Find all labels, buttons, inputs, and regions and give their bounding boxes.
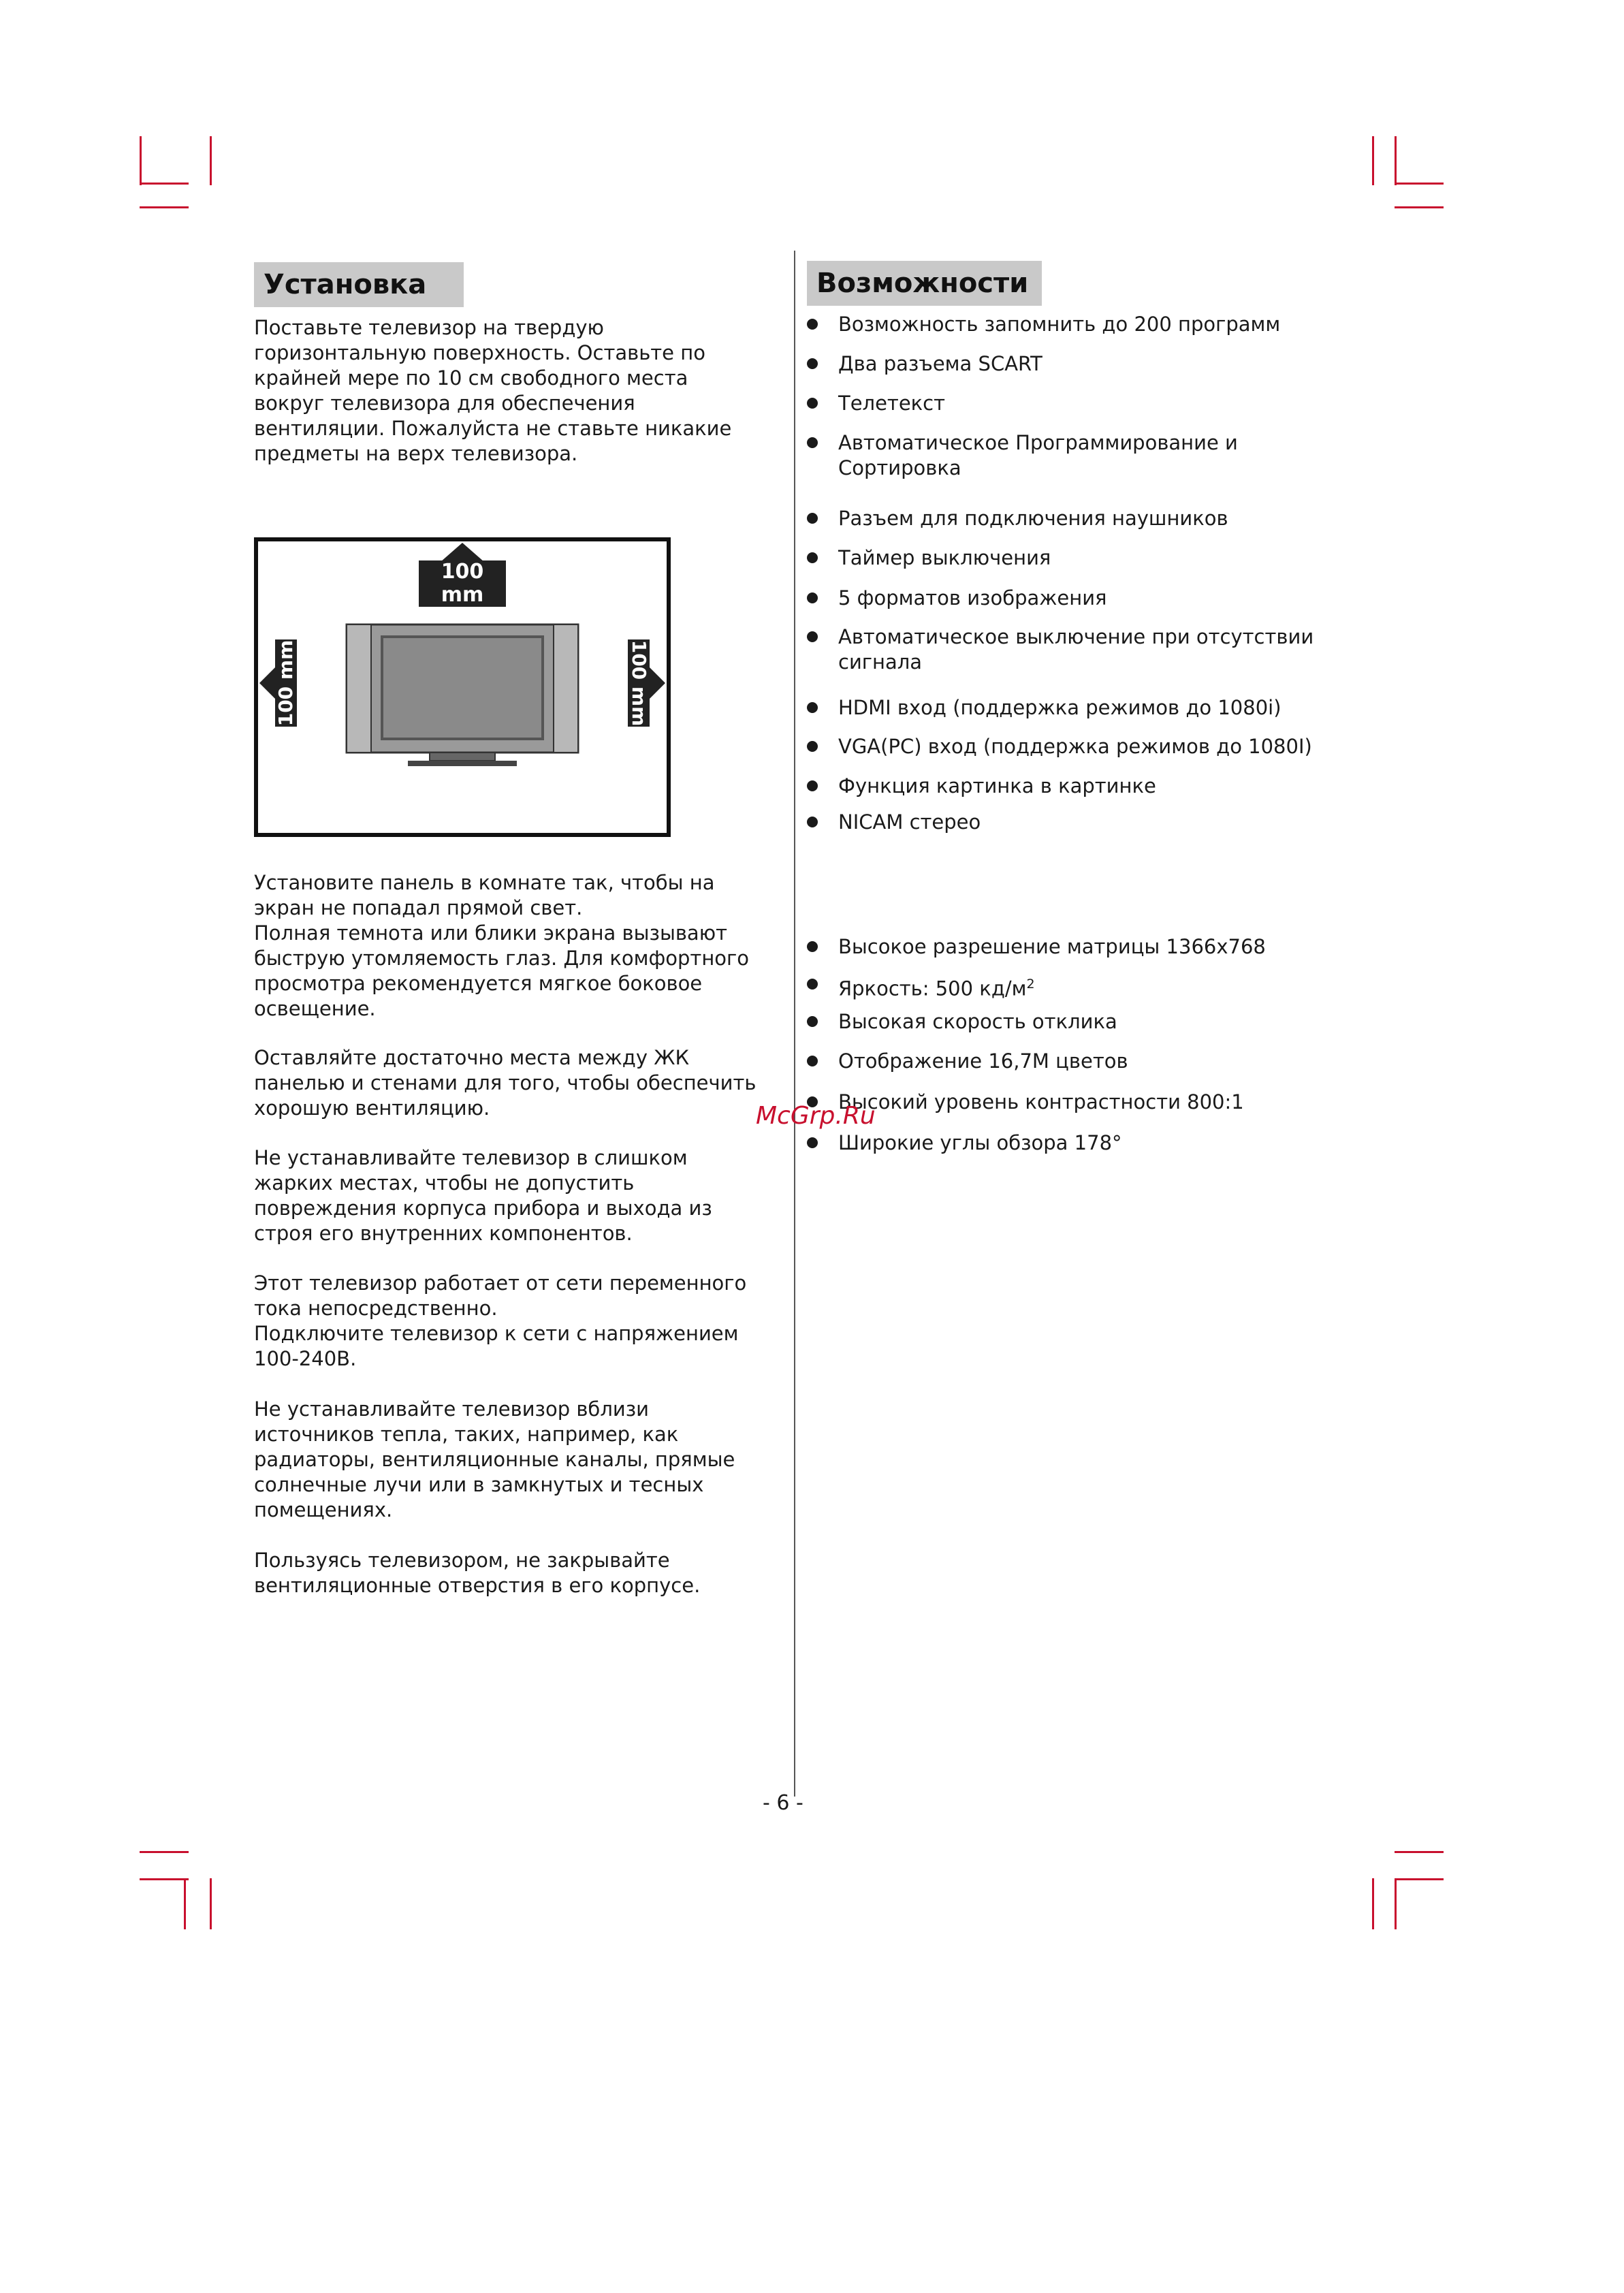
bullet-icon (807, 552, 818, 563)
placement-paragraph: Установите панель в комнате так, чтобы на экран не попадал прямой свет. Полная темнота или блики экрана вызывают быструю утомляемость глаз. Для комфортного просмотра рекомендуется мягкое боковое освещение. (254, 871, 749, 1020)
right-clearance-label: 100 mm (628, 639, 650, 727)
features-heading: Возможности (807, 261, 1042, 306)
brightness-superscript: 2 (1026, 977, 1035, 992)
ventilation-paragraph: Оставляйте достаточно места между ЖК панелью и стенами для того, чтобы обеспечить хорошую вентиляцию. (254, 1046, 757, 1120)
column-divider (794, 251, 795, 1797)
bullet-icon (807, 979, 818, 990)
heat-source-paragraph: Не устанавливайте телевизор вблизи источников тепла, таких, например, как радиаторы, вентиляционные каналы, прямые солнечные лучи или в замкнутых и тесных помещениях. (254, 1397, 735, 1521)
bullet-icon (807, 1137, 818, 1148)
page-number: - 6 - (763, 1791, 803, 1815)
installation-intro: Поставьте телевизор на твердую горизонтальную поверхность. Оставьте по крайней мере по 10 см свободного места вокруг телевизора для обеспечения вентиляции. Пожалуйста не ставьте никакие предметы на верх телевизора. (254, 316, 732, 465)
brightness-text: Яркость: 500 кд/м (838, 977, 1027, 1000)
heat-paragraph: Не устанавливайте телевизор в слишком жарких местах, чтобы не допустить повреждения корпуса прибора и выхода из строя его внутренних компонентов. (254, 1146, 712, 1245)
installation-heading: Установка (254, 262, 464, 307)
top-clearance-label: 100 mm (419, 560, 506, 607)
vents-paragraph: Пользуясь телевизором, не закрывайте вентиляционные отверстия в его корпусе. (254, 1549, 701, 1597)
bullet-icon (807, 358, 818, 369)
bullet-icon (807, 1016, 818, 1027)
bullet-icon (807, 741, 818, 752)
bullet-icon (807, 592, 818, 603)
bullet-icon (807, 437, 818, 448)
bullet-icon (807, 319, 818, 330)
power-paragraph: Этот телевизор работает от сети переменного тока непосредственно. Подключите телевизор к сети с напряжением 100-240В. (254, 1271, 747, 1370)
bullet-icon (807, 780, 818, 791)
clearance-diagram (254, 537, 671, 837)
bullet-icon (807, 513, 818, 524)
bullet-icon (807, 1056, 818, 1066)
bullet-icon (807, 631, 818, 642)
bullet-icon (807, 398, 818, 409)
watermark: McGrp.Ru (756, 1102, 876, 1130)
bullet-icon (807, 941, 818, 952)
bullet-icon (807, 817, 818, 827)
left-clearance-label: 100 mm (274, 639, 297, 727)
bullet-icon (807, 702, 818, 713)
